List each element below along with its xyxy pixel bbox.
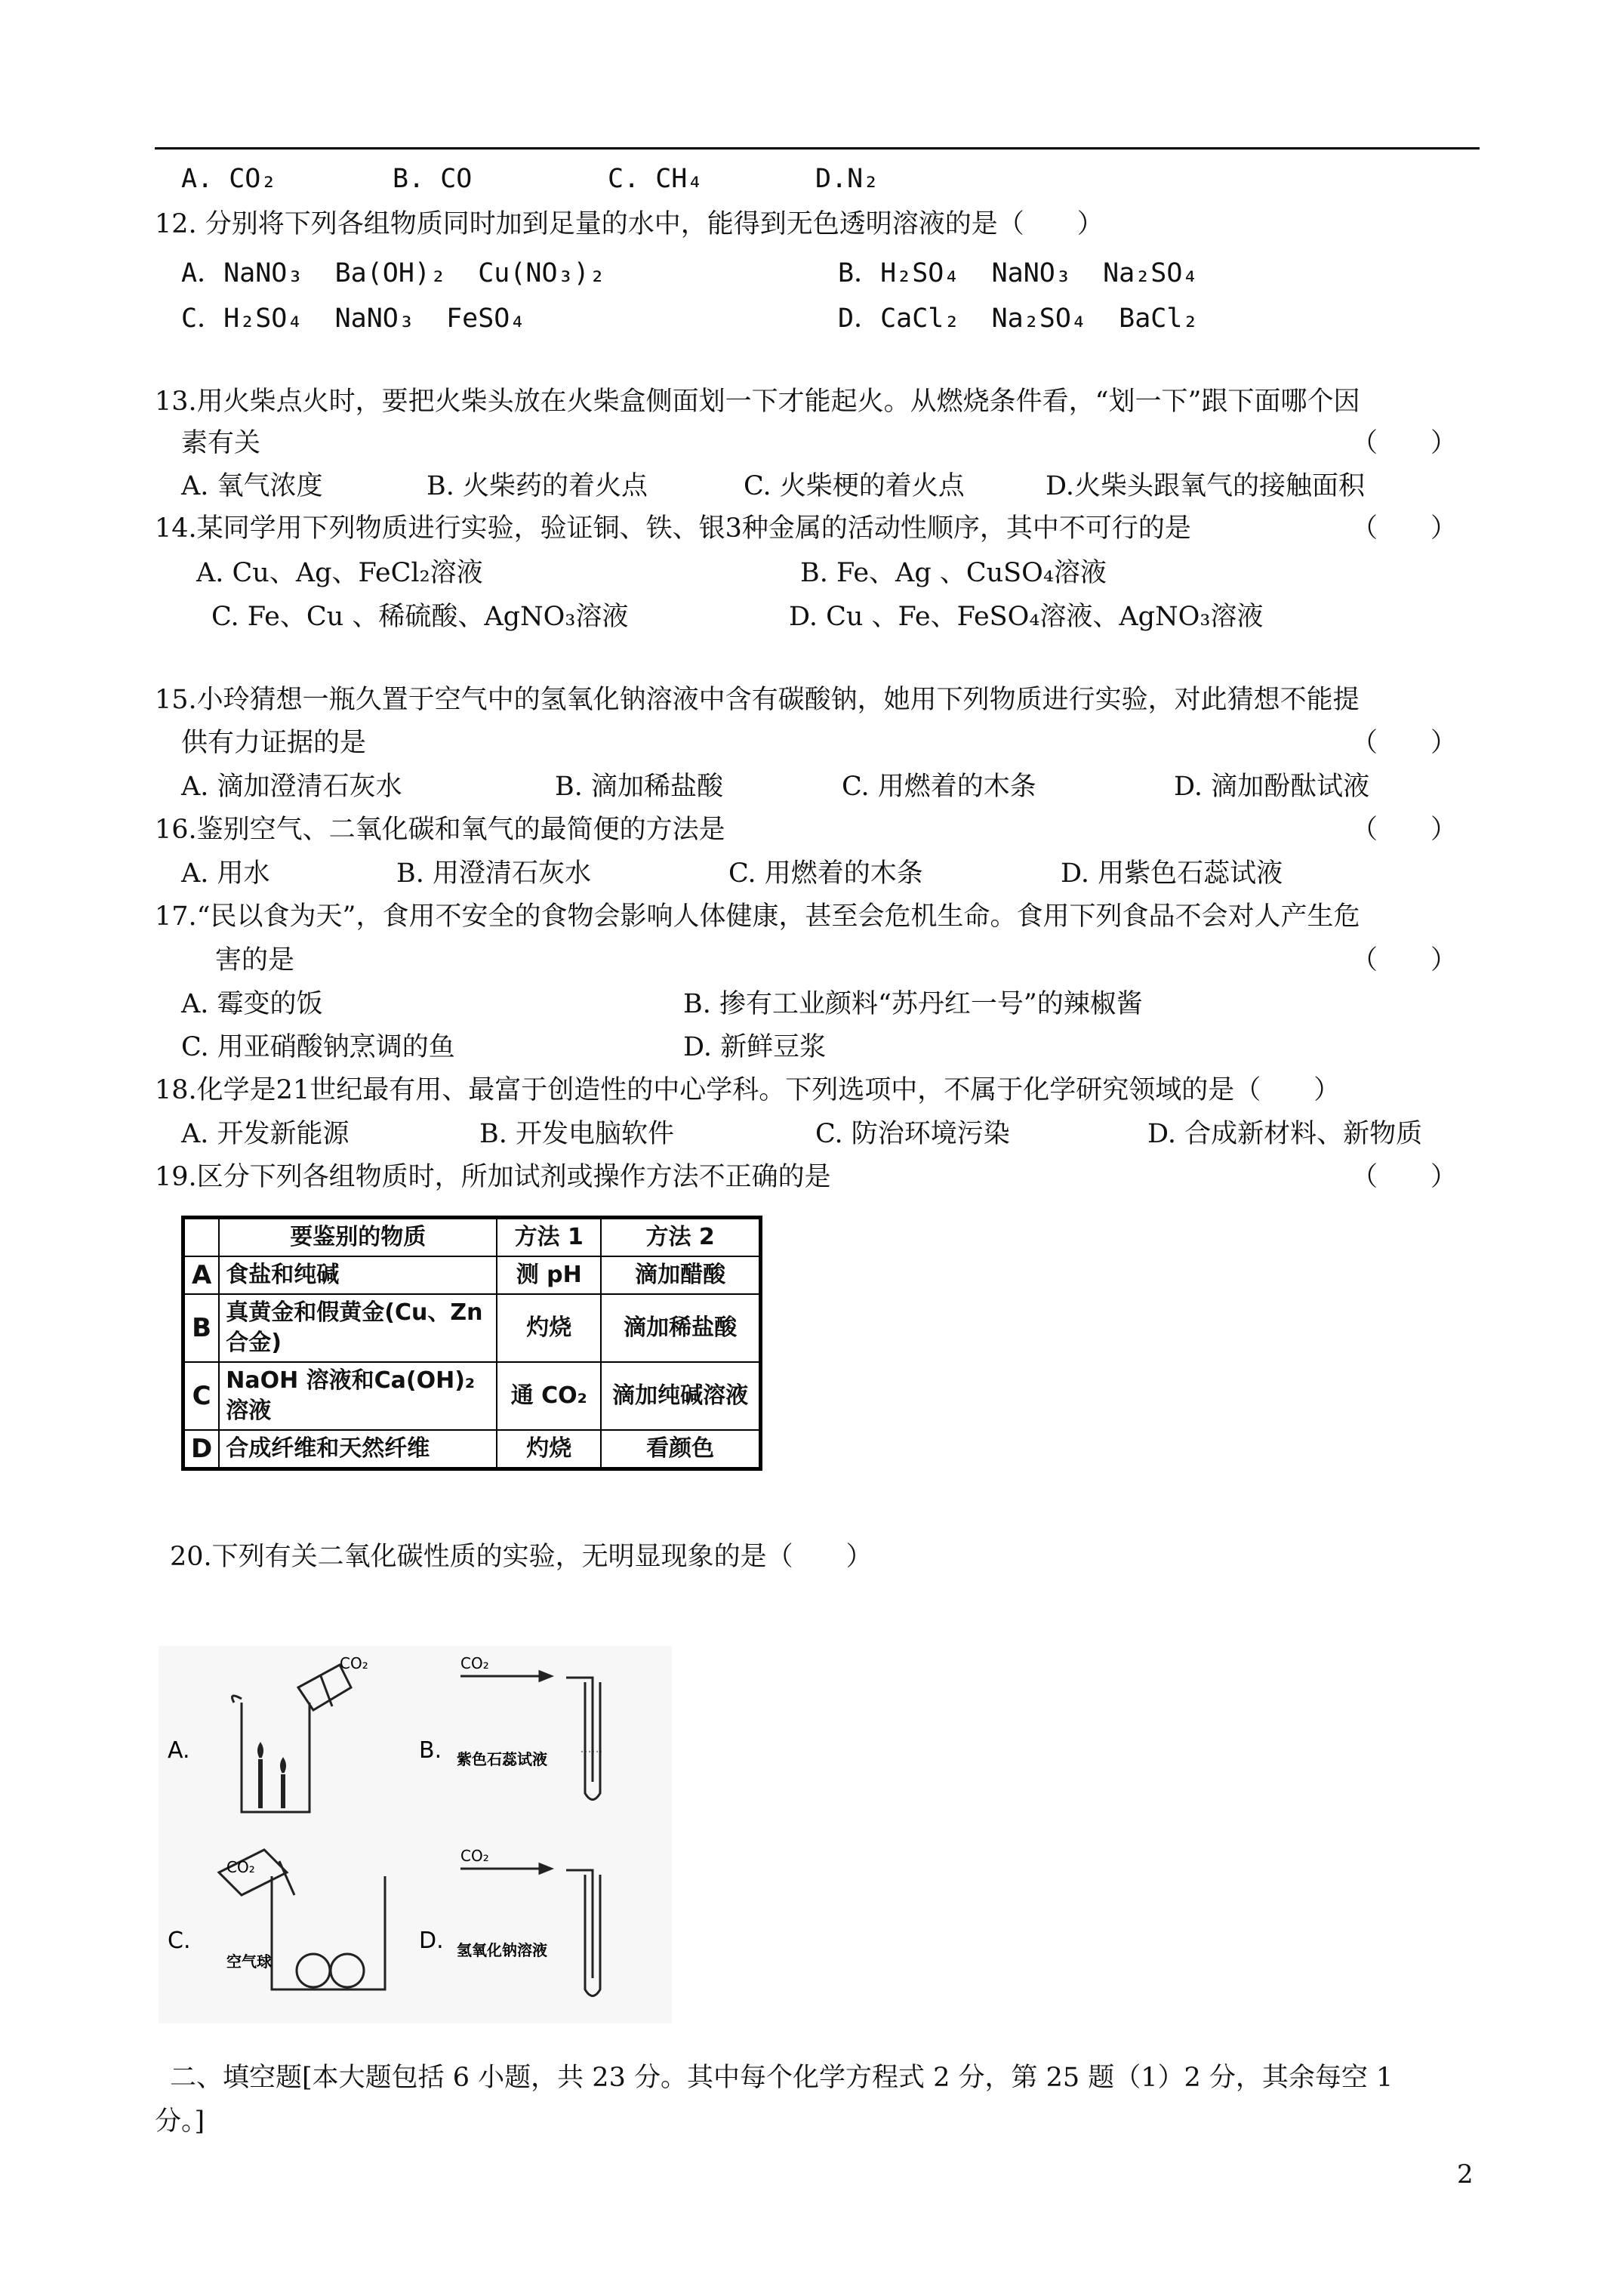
- fig-label-c: C.: [168, 1928, 191, 1954]
- q18-option-a: A. 开发新能源: [181, 1119, 350, 1149]
- q15-answer-blank: （ ）: [1351, 728, 1458, 758]
- table-row: [183, 1362, 761, 1430]
- fig-b-liquid-label: 紫色石蕊试液: [457, 1750, 547, 1768]
- q11-option-c: C. CH₄: [608, 164, 704, 194]
- q15-option-a: A. 滴加澄清石灰水: [181, 772, 402, 802]
- table-header-row: [183, 1218, 761, 1257]
- fig-label-b: B.: [419, 1737, 442, 1764]
- q17-option-d: D. 新鲜豆浆: [683, 1032, 827, 1062]
- table-header-cell: 方法 2: [601, 1218, 760, 1257]
- q15-option-c: C. 用燃着的木条: [842, 772, 1036, 802]
- table-row: [183, 1294, 761, 1362]
- fig-label-a: A.: [168, 1737, 190, 1764]
- q19-stem: 19.区分下列各组物质时，所加试剂或操作方法不正确的是: [155, 1162, 831, 1192]
- q17-stem-line2: 害的是: [215, 945, 295, 975]
- q20-experiment-figure: [159, 1646, 672, 2023]
- section2-heading-line2: 分。]: [155, 2106, 205, 2137]
- table-cell: 通 CO₂: [497, 1362, 601, 1430]
- fig-co2-a: CO₂: [340, 1654, 368, 1672]
- q20-stem: 20.下列有关二氧化碳性质的实验，无明显现象的是（ ）: [170, 1542, 873, 1572]
- q16-option-b: B. 用澄清石灰水: [396, 858, 591, 889]
- q18-option-c: C. 防治环境污染: [815, 1119, 1010, 1149]
- q19-answer-blank: （ ）: [1351, 1162, 1458, 1192]
- table-header-cell: [183, 1218, 220, 1257]
- table-header-cell: 要鉴别的物质: [219, 1218, 497, 1257]
- q18-stem: 18.化学是21世纪最有用、最富于创造性的中心学科。下列选项中，不属于化学研究领域的是（ ）: [155, 1075, 1341, 1105]
- q17-option-a: A. 霉变的饭: [181, 989, 323, 1019]
- header-rule: [155, 147, 1480, 149]
- table-cell: 滴加纯碱溶液: [601, 1362, 760, 1430]
- q13-option-b: B. 火柴药的着火点: [427, 471, 648, 501]
- table-cell: D: [183, 1430, 220, 1469]
- fig-d-liquid-label: 氢氧化钠溶液: [457, 1941, 547, 1959]
- table-cell: 合成纤维和天然纤维: [219, 1430, 497, 1469]
- q12-option-a: A．NaNO₃ Ba(OH)₂ Cu(NO₃)₂: [181, 258, 605, 288]
- fig-co2-d: CO₂: [460, 1847, 489, 1865]
- table-cell: 滴加稀盐酸: [601, 1294, 760, 1362]
- table-cell: 灼烧: [497, 1294, 601, 1362]
- table-row: [183, 1256, 761, 1294]
- q13-option-d: D.火柴头跟氧气的接触面积: [1046, 471, 1365, 501]
- q12-stem: 12. 分别将下列各组物质同时加到足量的水中，能得到无色透明溶液的是（ ）: [155, 209, 1104, 239]
- table-header-cell: 方法 1: [497, 1218, 601, 1257]
- table-cell: 滴加醋酸: [601, 1256, 760, 1294]
- fig-co2-b: CO₂: [460, 1654, 489, 1672]
- q17-answer-blank: （ ）: [1351, 945, 1458, 975]
- q17-option-b: B. 掺有工业颜料“苏丹红一号”的辣椒酱: [683, 989, 1143, 1019]
- q16-stem: 16.鉴别空气、二氧化碳和氧气的最简便的方法是: [155, 815, 725, 845]
- q12-option-c: C．H₂SO₄ NaNO₃ FeSO₄: [181, 304, 526, 334]
- table-row: [183, 1430, 761, 1469]
- q18-option-b: B. 开发电脑软件: [479, 1119, 674, 1149]
- q16-option-c: C. 用燃着的木条: [728, 858, 923, 889]
- table-cell: 看颜色: [601, 1430, 760, 1469]
- page-number: 2: [1457, 2159, 1474, 2190]
- q13-stem-line1: 13.用火柴点火时，要把火柴头放在火柴盒侧面划一下才能起火。从燃烧条件看，“划一下”跟下面哪个因: [155, 387, 1360, 417]
- table-cell: 灼烧: [497, 1430, 601, 1469]
- table-cell: 真黄金和假黄金(Cu、Zn 合金): [219, 1294, 497, 1362]
- q12-option-b: B．H₂SO₄ NaNO₃ Na₂SO₄: [838, 258, 1199, 288]
- q16-option-a: A. 用水: [181, 858, 270, 889]
- fig-label-d: D.: [419, 1928, 444, 1954]
- q13-answer-blank: （ ）: [1351, 428, 1458, 458]
- table-cell: A: [183, 1256, 220, 1294]
- q13-option-c: C. 火柴梗的着火点: [744, 471, 965, 501]
- section2-heading-line1: 二、填空题[本大题包括 6 小题，共 23 分。其中每个化学方程式 2 分，第 25 题（1）2 分，其余每空 1: [170, 2063, 1394, 2093]
- q13-option-a: A. 氧气浓度: [181, 471, 323, 501]
- q11-option-b: B. CO: [393, 164, 473, 194]
- beaker-a-icon: [242, 1703, 310, 1812]
- table-cell: 食盐和纯碱: [219, 1256, 497, 1294]
- q16-option-d: D. 用紫色石蕊试液: [1061, 858, 1283, 889]
- q15-option-b: B. 滴加稀盐酸: [555, 772, 723, 802]
- q17-stem-line1: 17.“民以食为天”，食用不安全的食物会影响人体健康，甚至会危机生命。食用下列食品不会对人产生危: [155, 901, 1360, 932]
- q16-answer-blank: （ ）: [1351, 815, 1458, 845]
- q11-option-a: A. CO₂: [181, 164, 277, 194]
- q14-answer-blank: （ ）: [1351, 513, 1458, 544]
- q14-option-c: C. Fe、Cu 、稀硫酸、AgNO₃溶液: [211, 602, 629, 632]
- q14-option-a: A. Cu、Ag、FeCl₂溶液: [196, 558, 483, 588]
- q14-option-d: D. Cu 、Fe、FeSO₄溶液、AgNO₃溶液: [789, 602, 1264, 632]
- q13-stem-line2: 素有关: [181, 428, 261, 458]
- fig-co2-c: CO₂: [226, 1858, 255, 1876]
- q18-option-d: D. 合成新材料、新物质: [1147, 1119, 1423, 1149]
- q17-option-c: C. 用亚硝酸钠烹调的鱼: [181, 1032, 455, 1062]
- q14-option-b: B. Fe、Ag 、CuSO₄溶液: [800, 558, 1107, 588]
- table-cell: C: [183, 1362, 220, 1430]
- table-cell: 测 pH: [497, 1256, 601, 1294]
- table-cell: B: [183, 1294, 220, 1362]
- table-cell: NaOH 溶液和Ca(OH)₂ 溶液: [219, 1362, 497, 1430]
- beaker-c-icon: [272, 1876, 385, 1989]
- q15-option-d: D. 滴加酚酞试液: [1174, 772, 1370, 802]
- q15-stem-line1: 15.小玲猜想一瓶久置于空气中的氢氧化钠溶液中含有碳酸钠，她用下列物质进行实验，对此猜想不能提: [155, 685, 1360, 715]
- q14-stem: 14.某同学用下列物质进行实验，验证铜、铁、银3种金属的活动性顺序，其中不可行的是: [155, 513, 1191, 544]
- q11-option-d: D.N₂: [815, 164, 879, 194]
- fig-c-ball-label: 空气球: [226, 1952, 272, 1971]
- q12-option-d: D．CaCl₂ Na₂SO₄ BaCl₂: [838, 304, 1199, 334]
- q19-table: [181, 1216, 762, 1471]
- q15-stem-line2: 供有力证据的是: [181, 728, 367, 758]
